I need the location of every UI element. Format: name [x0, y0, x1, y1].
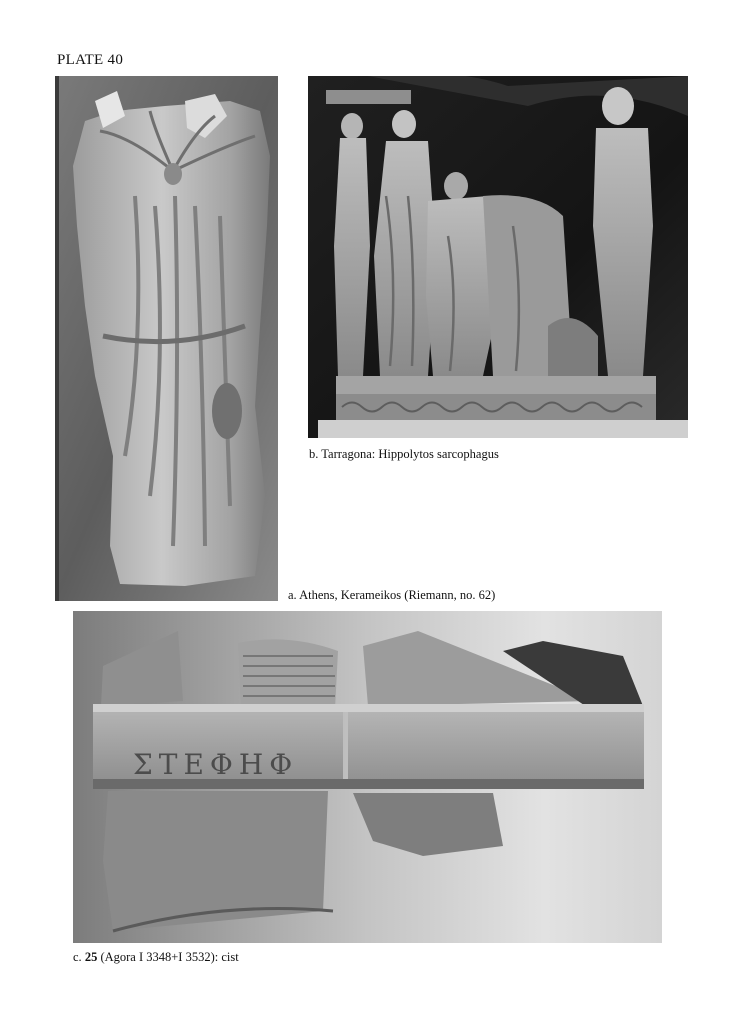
plate-label: PLATE 40	[57, 52, 124, 68]
caption-c-number: 25	[84, 950, 98, 964]
caption-b: b. Tarragona: Hippolytos sarcophagus	[309, 447, 499, 461]
caption-c-prefix: c.	[73, 950, 85, 964]
caption-a: a. Athens, Kerameikos (Riemann, no. 62)	[288, 588, 496, 602]
caption-c-rest: (Agora I 3348+I 3532): cist	[97, 950, 239, 964]
caption-c	[73, 950, 239, 965]
cist-inscription: ΣΤΕΦΗΦ	[133, 748, 299, 781]
photo-draped-statue	[55, 76, 278, 601]
photo-cist	[73, 611, 662, 943]
photo-hippolytos-sarcophagus	[308, 76, 688, 438]
